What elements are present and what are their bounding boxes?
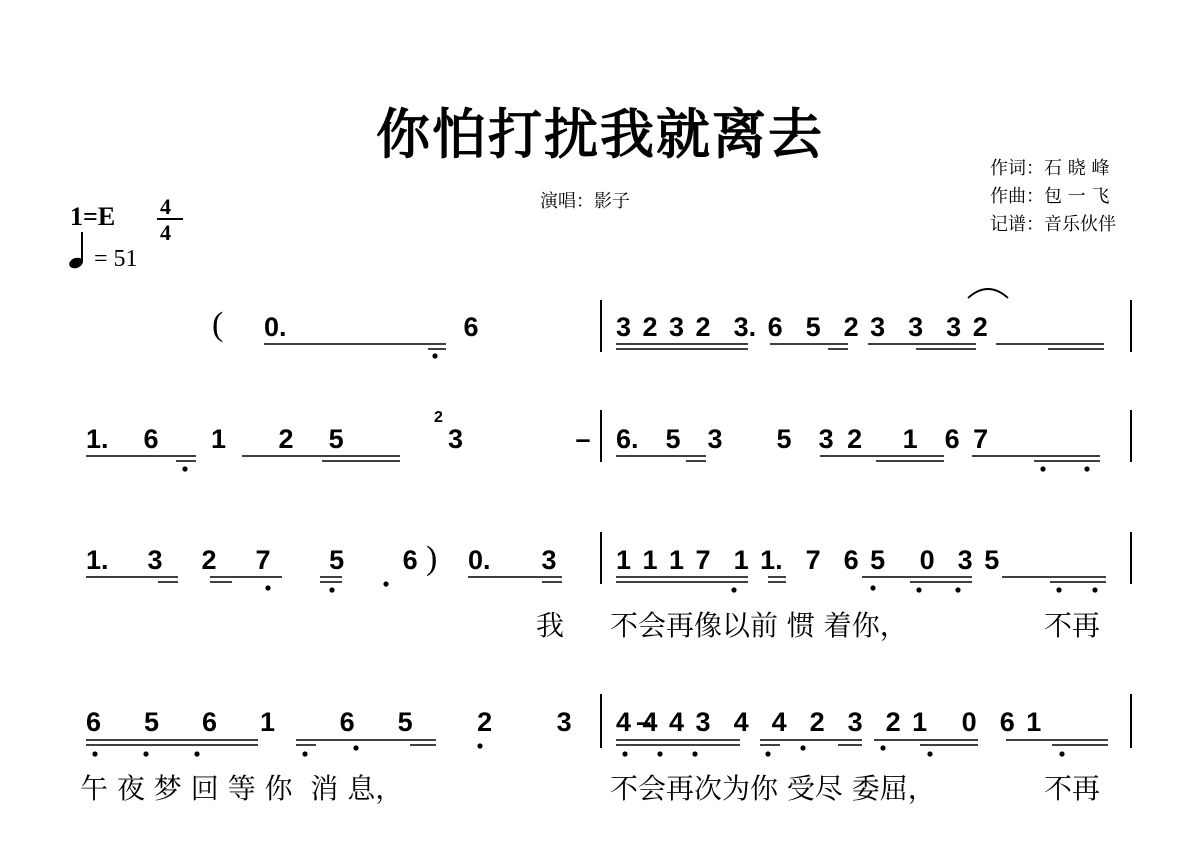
line2-measure1-end-notes: 3 – [448,424,591,454]
tempo-marking: = 51 [94,246,138,272]
line4-measure2-notes: 4 4 4 3 4 4 2 3 2 1 0 6 1 [616,707,1042,737]
line4-lyrics-b: 不会再次为你 受尽 委屈， [610,772,936,805]
line1-measure1-notes: 0. 6 [264,312,479,342]
close-parenthesis: ) [426,540,438,577]
line3-lyrics-c: 不再 [1044,609,1101,642]
line1-measure2-notes: 3 2 3 2 3. 6 5 2 3 3 3 2 [616,312,988,342]
line3-lyrics-b: 不会再像以前 惯 着你， [610,609,908,642]
singer-credit: 演唱：影子 [540,191,630,212]
line3-measure2-notes: 1 1 1 7 1 1. 7 6 5 0 3 5 [616,545,1000,575]
time-signature-bottom: 4 [160,220,171,245]
octave-dots [92,353,1097,756]
open-parenthesis: ( [212,306,224,343]
lyricist-credit: 作词：石 晓 峰 [990,158,1110,179]
transcriber-credit: 记谱：音乐伙伴 [990,214,1116,235]
slur-arc [968,289,1008,298]
composer-credit: 作曲：包 一 飞 [990,186,1110,207]
line4-measure1-notes: 6 5 6 1 6 5 2 3 – [86,707,652,737]
line3-measure1-notes: 1. 3 2 7 5 6 [86,545,418,575]
line4-lyrics-a: 午 夜 梦 回 等 你 消 息， [80,772,404,805]
line3-lyrics-a: 我 [536,609,565,642]
song-title: 你怕打扰我就离去 [376,102,824,166]
key-signature: 1=E [70,202,116,231]
beam-lines [86,344,1108,745]
line2-measure1-notes: 1. 6 1 2 5 [86,424,344,454]
grace-note: 2 [434,409,443,426]
time-signature-top: 4 [160,194,171,219]
line3-measure1b-notes: 0. 3 [468,545,557,575]
line4-lyrics-c: 不再 [1044,772,1101,805]
line2-measure2-notes: 6. 5 3 5 3 2 1 6 7 [616,424,989,454]
bar-lines [601,300,1131,748]
